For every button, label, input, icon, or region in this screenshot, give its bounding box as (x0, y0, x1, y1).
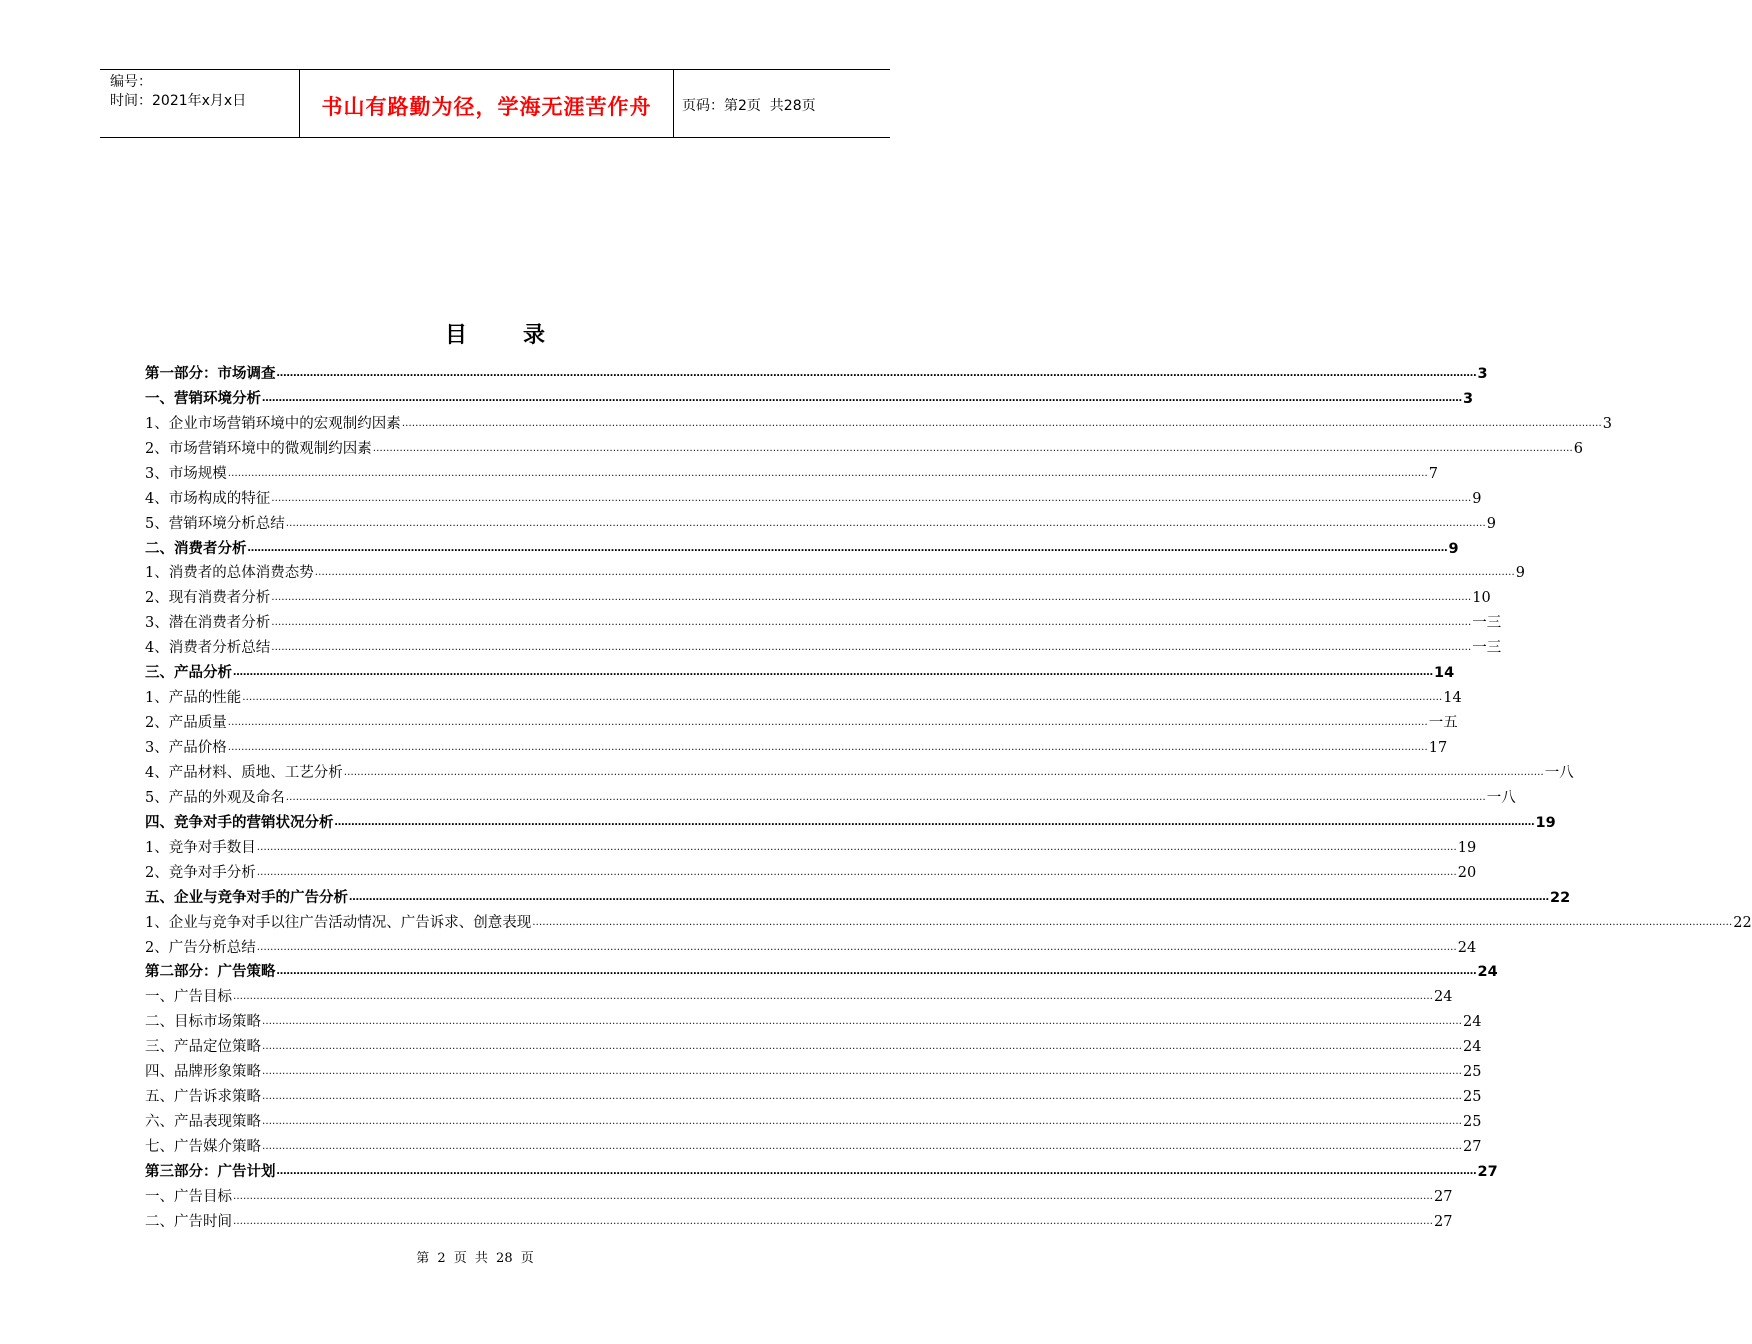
toc-entry-page: 一八 (1544, 764, 1574, 781)
toc-entry-label: 一、营销环境分析 (145, 390, 261, 407)
toc-entry[interactable] (145, 508, 1496, 533)
toc-entry-label: 2、广告分析总结 (145, 939, 256, 956)
toc-entry-label: 七、广告媒介策略 (145, 1139, 261, 1155)
toc-entry-label: 六、产品表现策略 (145, 1114, 261, 1131)
toc-entry-page: 6 (1573, 440, 1583, 457)
toc-entry-label: 2、产品质量 (145, 715, 227, 732)
toc-entry-label: 四、竞争对手的营销状况分析 (145, 814, 334, 831)
toc-entry-page: 20 (1457, 864, 1477, 881)
toc-entry[interactable] (145, 1156, 1498, 1181)
toc-entry-leader: ……………………………………………………………………………………………………………………………………………………………………………………………………………………………………………………………………………………………………………………………… (256, 866, 1457, 878)
toc-entry-leader: ……………………………………………………………………………………………………………………………………………………………………………………………………………………………………………………………………………………………………………………………… (262, 1141, 1462, 1152)
toc-entry[interactable] (145, 1081, 1482, 1106)
toc-entry-label: 二、广告时间 (145, 1213, 232, 1230)
toc-entry-leader: ……………………………………………………………………………………………………………………………………………………………………………………………………………………………………………………………………………………………………………………………… (314, 567, 1515, 579)
toc-entry[interactable] (145, 981, 1453, 1006)
toc-entry-page: 一三 (1472, 640, 1502, 657)
toc-entry-label: 一、广告目标 (145, 1188, 232, 1205)
toc-entry-page: 10 (1472, 590, 1491, 607)
toc-entry-leader: ……………………………………………………………………………………………………………………………………………………………………………………………………………………………………………………………………………………………………………………………… (262, 1091, 1462, 1103)
toc-entry[interactable] (145, 807, 1556, 832)
toc-entry-label: 1、产品的性能 (145, 690, 242, 707)
toc-entry-page: 3 (1602, 415, 1612, 432)
toc-entry-page: 9 (1515, 565, 1525, 582)
toc-entry-label: 2、市场营销环境中的微观制约因素 (145, 440, 372, 457)
toc-entry-label: 第三部分：广告计划 (145, 1163, 276, 1180)
toc-entry[interactable] (145, 1131, 1482, 1156)
toc-entry-leader: ……………………………………………………………………………………………………………………………………………………………………………………………………………………………………………………………………………………………………………………………… (271, 642, 1472, 654)
toc-entry-leader: ……………………………………………………………………………………………………………………………………………………………………………………………………………………………………………………………………………………………………………………………… (262, 1016, 1462, 1028)
toc-title-right: 录 (523, 323, 546, 348)
toc-entry-page: 19 (1457, 839, 1477, 856)
toc-entry-label: 3、产品价格 (145, 740, 227, 756)
toc-entry-leader: ……………………………………………………………………………………………………………………………………………………………………………………………………………………………………………………………………………………………………………………………… (532, 916, 1733, 928)
toc-entry-leader: ……………………………………………………………………………………………………………………………………………………………………………………………………………………………………………………………………………………………………………………………… (247, 542, 1448, 554)
toc-entry-label: 4、产品材料、质地、工艺分析 (145, 764, 343, 781)
toc-entry[interactable] (145, 882, 1571, 907)
toc-entry-leader: ……………………………………………………………………………………………………………………………………………………………………………………………………………………………………………………………………………………………………………………………… (227, 717, 1428, 729)
toc-entry[interactable] (145, 657, 1455, 682)
header-time-label: 时间：2021年x月x日 (110, 93, 247, 109)
toc-entry-page: 3 (1477, 365, 1488, 382)
toc-entry-leader: ……………………………………………………………………………………………………………………………………………………………………………………………………………………………………………………………………………………………………………………………… (262, 392, 1462, 404)
toc-entry[interactable] (145, 732, 1448, 757)
toc-entry-page: 14 (1434, 665, 1455, 682)
toc-entry-leader: ……………………………………………………………………………………………………………………………………………………………………………………………………………………………………………………………………………………………………………………………… (372, 442, 1573, 454)
toc-entry-leader: ……………………………………………………………………………………………………………………………………………………………………………………………………………………………………………………………………………………………………………………………… (256, 941, 1457, 953)
toc-entry[interactable] (145, 1056, 1482, 1081)
toc-entry[interactable] (145, 533, 1459, 558)
header-page-info-text: 页码：第2页 共28页 (682, 97, 816, 114)
toc-entry-label: 二、消费者分析 (145, 540, 247, 557)
toc-entry[interactable] (145, 358, 1488, 383)
toc-entry-label: 1、企业与竞争对手以往广告活动情况、广告诉求、创意表现 (145, 914, 532, 931)
header-motto: 书山有路勤为径，学海无涯苦作舟 (300, 70, 674, 137)
toc-entry-page: 27 (1434, 1213, 1453, 1230)
toc-entry-label: 1、企业市场营销环境中的宏观制约因素 (145, 415, 401, 432)
toc-entry-leader: ……………………………………………………………………………………………………………………………………………………………………………………………………………………………………………………………………………………………………………………………… (271, 617, 1472, 629)
toc-entry-page: 27 (1477, 1163, 1498, 1180)
toc-entry-page: 一八 (1486, 789, 1516, 806)
toc-entry-leader: ……………………………………………………………………………………………………………………………………………………………………………………………………………………………………………………………………………………………………………………………… (227, 467, 1428, 479)
header-number-label: 编号： (110, 74, 152, 90)
toc-entry[interactable] (145, 832, 1477, 857)
toc-entry-page: 22 (1550, 889, 1571, 906)
toc-entry-leader: ……………………………………………………………………………………………………………………………………………………………………………………………………………………………………………………………………………………………………………………………… (285, 791, 1486, 803)
toc-entry-page: 25 (1463, 1114, 1482, 1131)
toc-entry-label: 4、消费者分析总结 (145, 640, 271, 657)
toc-title-left: 目 (444, 323, 467, 348)
toc-entry-leader: ……………………………………………………………………………………………………………………………………………………………………………………………………………………………………………………………………………………………………………………………… (233, 1190, 1433, 1202)
toc-entry-leader: ……………………………………………………………………………………………………………………………………………………………………………………………………………………………………………………………………………………………………………………………… (227, 742, 1428, 753)
toc-entry-leader: ……………………………………………………………………………………………………………………………………………………………………………………………………………………………………………………………………………………………………………………………… (233, 991, 1433, 1003)
toc-entry-label: 3、潜在消费者分析 (145, 615, 271, 632)
toc-entry-page: 7 (1428, 465, 1438, 482)
toc-entry-label: 五、企业与竞争对手的广告分析 (145, 889, 348, 906)
toc-entry-label: 三、产品定位策略 (145, 1039, 261, 1056)
toc-entry-leader: ……………………………………………………………………………………………………………………………………………………………………………………………………………………………………………………………………………………………………………………………… (343, 766, 1544, 778)
toc-entry-label: 二、目标市场策略 (145, 1014, 261, 1031)
toc-entry-leader: ……………………………………………………………………………………………………………………………………………………………………………………………………………………………………………………………………………………………………………………………… (276, 367, 1477, 379)
toc-entry[interactable] (145, 932, 1477, 957)
header-meta (100, 70, 300, 137)
toc-entry-page: 24 (1477, 964, 1498, 981)
toc-entry[interactable] (145, 782, 1516, 807)
toc-entry-leader: ……………………………………………………………………………………………………………………………………………………………………………………………………………………………………………………………………………………………………………………………… (262, 1116, 1462, 1128)
toc-entry[interactable] (145, 1181, 1453, 1206)
toc-entry-leader: ……………………………………………………………………………………………………………………………………………………………………………………………………………………………………………………………………………………………………………………………… (349, 891, 1549, 903)
toc-entry[interactable] (145, 483, 1482, 508)
toc-entry[interactable] (145, 1006, 1482, 1031)
toc-entry[interactable] (145, 682, 1462, 707)
toc-entry[interactable] (145, 957, 1498, 982)
toc-entry[interactable] (145, 1106, 1482, 1131)
toc-entry-label: 5、营销环境分析总结 (145, 515, 285, 532)
toc-entry-page: 14 (1443, 690, 1462, 707)
page-footer: 第 2 页 共 28 页 (416, 1251, 534, 1266)
toc-entry[interactable] (145, 558, 1525, 583)
toc-entry[interactable] (145, 757, 1574, 782)
toc-entry[interactable] (145, 1206, 1453, 1231)
toc-entry-label: 四、品牌形象策略 (145, 1064, 261, 1081)
toc-entry-page: 17 (1428, 740, 1448, 756)
toc-entry[interactable] (145, 907, 1752, 932)
toc-entry[interactable] (145, 433, 1583, 458)
toc-entry-label: 4、市场构成的特征 (145, 490, 271, 507)
toc-entry-leader: ……………………………………………………………………………………………………………………………………………………………………………………………………………………………………………………………………………………………………………………………… (401, 417, 1602, 429)
toc-entry-leader: ……………………………………………………………………………………………………………………………………………………………………………………………………………………………………………………………………………………………………………………………… (242, 692, 1443, 704)
toc-entry-label: 2、现有消费者分析 (145, 590, 271, 607)
toc-entry-leader: ……………………………………………………………………………………………………………………………………………………………………………………………………………………………………………………………………………………………………………………………… (285, 517, 1486, 529)
toc-entry-page: 24 (1457, 939, 1477, 956)
toc-entry[interactable] (145, 383, 1474, 408)
toc-entry-leader: ……………………………………………………………………………………………………………………………………………………………………………………………………………………………………………………………………………………………………………………………… (256, 841, 1457, 853)
toc-entry-page: 一五 (1428, 715, 1458, 732)
toc-entry-leader: ……………………………………………………………………………………………………………………………………………………………………………………………………………………………………………………………………………………………………………………………… (276, 1165, 1477, 1177)
toc-entry-label: 1、消费者的总体消费态势 (145, 565, 314, 582)
toc-entry[interactable] (145, 707, 1458, 732)
toc-entry-page: 27 (1434, 1188, 1453, 1205)
toc-entry-page: 24 (1463, 1039, 1482, 1056)
toc-entry-page: 22 (1733, 914, 1752, 931)
toc-entry-leader: ……………………………………………………………………………………………………………………………………………………………………………………………………………………………………………………………………………………………………………………………… (262, 1066, 1462, 1078)
toc-entry-page: 9 (1486, 515, 1496, 532)
toc-entry-label: 第一部分：市场调查 (145, 365, 276, 382)
toc-entry-leader: ……………………………………………………………………………………………………………………………………………………………………………………………………………………………………………………………………………………………………………………………… (233, 1215, 1433, 1227)
toc-entry-label: 1、竞争对手数目 (145, 839, 256, 856)
toc-entry[interactable] (145, 607, 1502, 632)
toc-entry-page: 24 (1463, 1014, 1482, 1031)
toc-entry[interactable] (145, 1031, 1482, 1056)
toc-entry-page: 27 (1463, 1139, 1482, 1155)
toc-title (0, 318, 990, 349)
toc-entry-label: 3、市场规模 (145, 465, 227, 482)
toc-entry-leader: ……………………………………………………………………………………………………………………………………………………………………………………………………………………………………………………………………………………………………………………………… (271, 592, 1472, 604)
toc-entry-page: 9 (1448, 540, 1459, 557)
toc-entry-page: 24 (1434, 989, 1453, 1006)
toc-entry-leader: ……………………………………………………………………………………………………………………………………………………………………………………………………………………………………………………………………………………………………………………………… (276, 966, 1477, 978)
toc-entry-leader: ……………………………………………………………………………………………………………………………………………………………………………………………………………………………………………………………………………………………………………………………… (262, 1041, 1462, 1053)
header-page-info (674, 70, 890, 137)
toc-entry-label: 5、产品的外观及命名 (145, 789, 285, 806)
toc-entry-page: 9 (1472, 490, 1482, 507)
toc-entry-label: 一、广告目标 (145, 989, 232, 1006)
toc-entry-label: 第二部分：广告策略 (145, 964, 276, 981)
toc-entry-leader: ……………………………………………………………………………………………………………………………………………………………………………………………………………………………………………………………………………………………………………………………… (334, 816, 1535, 828)
toc-entry[interactable] (145, 632, 1502, 657)
toc-entry[interactable] (145, 582, 1491, 607)
toc-entry-label: 五、广告诉求策略 (145, 1089, 261, 1106)
toc-entry-label: 三、产品分析 (145, 665, 232, 682)
toc-entry-label: 2、竞争对手分析 (145, 864, 256, 881)
page-header (100, 69, 890, 138)
toc-entry-page: 25 (1463, 1064, 1482, 1081)
toc-entry-page: 25 (1463, 1089, 1482, 1106)
toc-entry[interactable] (145, 458, 1438, 483)
table-of-contents (145, 358, 1752, 1231)
toc-entry-page: 一三 (1472, 615, 1502, 632)
toc-entry-page: 3 (1463, 390, 1474, 407)
toc-entry-leader: ……………………………………………………………………………………………………………………………………………………………………………………………………………………………………………………………………………………………………………………………… (233, 667, 1433, 679)
toc-entry-page: 19 (1535, 814, 1556, 831)
toc-entry[interactable] (145, 857, 1477, 882)
toc-entry-leader: ……………………………………………………………………………………………………………………………………………………………………………………………………………………………………………………………………………………………………………………………… (271, 492, 1472, 504)
toc-entry[interactable] (145, 408, 1612, 433)
